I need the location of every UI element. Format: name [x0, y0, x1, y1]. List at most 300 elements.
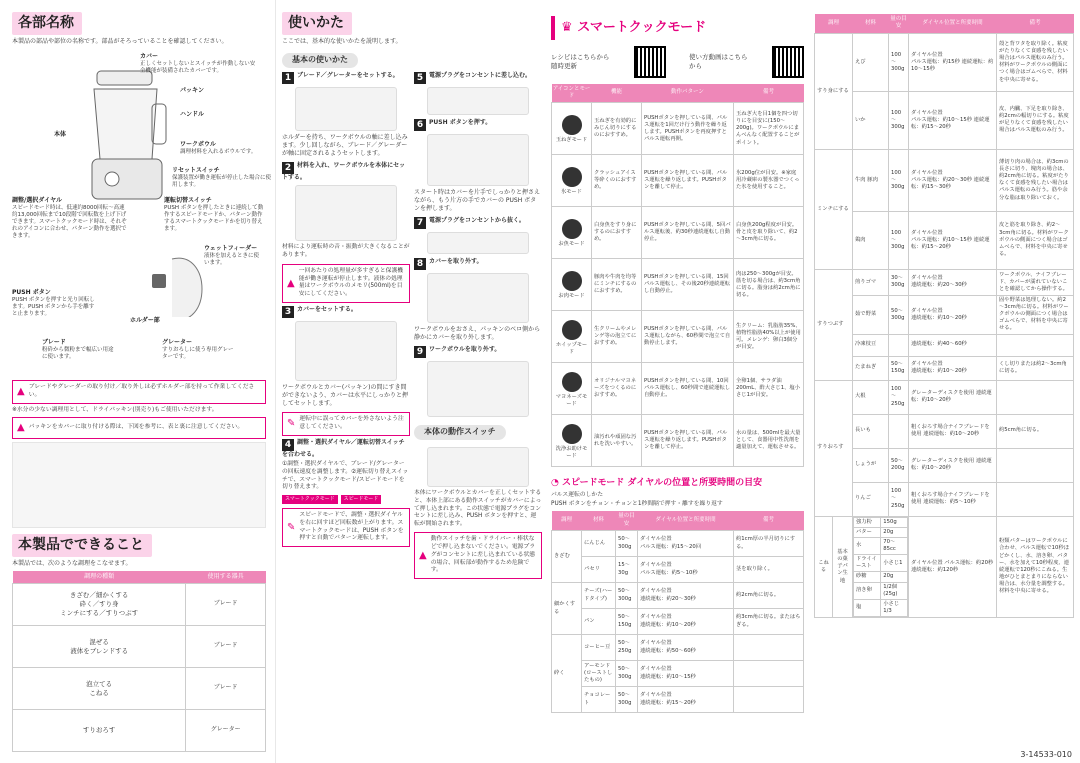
speed-cook: 細かくする [552, 583, 582, 635]
step-title: PUSH ボタンを押す。 [429, 118, 492, 126]
ingredient-amount: 70～85cc [881, 537, 908, 554]
smart-cook-table [551, 84, 804, 468]
switch-warning [414, 532, 542, 579]
speed2-time: 粗くおろす場合ナイフブレードを使用 連続運転：約10～20秒 [909, 414, 997, 448]
mode-pattern: PUSHボタンを押している間、5回パルス運転後、約30秒連続運転し自動停止。 [642, 207, 734, 259]
ingredient-amount: 20g [881, 527, 908, 537]
step-3 [282, 306, 410, 408]
step-title: カバーをセットする。 [297, 306, 357, 314]
speed2-note: くし切りまたは約2～3cm角に切る。 [997, 356, 1074, 380]
video-qr-code[interactable] [772, 46, 804, 78]
speed2-amt: 50～300g [889, 295, 909, 334]
step-number: 8 [414, 258, 426, 270]
speed2-mat: 煎りゴマ [853, 269, 889, 295]
table-row [815, 448, 1074, 482]
mayonnaise-icon [562, 372, 582, 392]
table-row [552, 103, 804, 155]
label-bowl: ワークボウル [180, 140, 216, 148]
capability-kind: きざむ／細かくする 砕く／すり身 ミンチにする／すりつぶす [13, 584, 186, 626]
speed2-time: 連続運転：約40～60秒 [911, 341, 967, 348]
label-grater: グレーター [162, 338, 193, 346]
table-row [815, 516, 1074, 618]
step-illustration [427, 232, 529, 254]
mode-func: 白身魚をすり身にするのにおすすめ。 [592, 207, 642, 259]
speed-amt: 50～250g [616, 635, 638, 661]
speed-dial: ダイヤル位置 [640, 562, 672, 569]
basic-usage-heading: 基本の使いかた [282, 53, 358, 68]
speed-dial: ダイヤル位置 [640, 588, 672, 595]
speed-dial: ダイヤル位置 [640, 536, 672, 543]
ingredient-name: 強力粉 [854, 517, 881, 527]
speed2-time: 連続運転：約10～20秒 [911, 368, 967, 375]
label-reset: リセットスイッチ [172, 166, 220, 174]
label-body: 本体 [54, 130, 67, 138]
capability-header-tool: 使用する器具 [186, 571, 266, 584]
speed2-dial: ダイヤル位置 [911, 229, 943, 236]
smart-mode-label: スマートクックモード [282, 495, 338, 504]
speed-cook: 砕く [552, 635, 582, 713]
step-title: 電源プラグをコンセントに差し込む。 [429, 71, 532, 79]
speed2-amt: 100～250g [889, 380, 909, 414]
smart-cook-title [551, 16, 804, 40]
speed-note: 茎を取り除く。 [734, 557, 804, 583]
speed-amt: 50～150g [616, 609, 638, 635]
steps-right [414, 72, 542, 582]
speed2-time: パルス運転：約10～15秒 連続運転：約15～20秒 [911, 236, 990, 250]
dough-table [814, 516, 1074, 619]
load-warning [282, 264, 410, 303]
mode-pattern: PUSHボタンを押している間、パルス運転しながら、60秒間で泡立て自動停止します。 [642, 311, 734, 363]
step-9 [414, 346, 542, 417]
column-speed-table-2 [812, 0, 1078, 763]
speed2-dial: ダイヤル位置 [911, 51, 943, 58]
speed2-mat: 長いも [853, 414, 889, 448]
speed-dial: ダイヤル位置 [640, 640, 672, 647]
step-illustration [295, 321, 397, 381]
mode-name: ホイップモード [555, 341, 588, 355]
speed-note: 約3cm角に切る。またはちぎる。 [734, 609, 804, 635]
step-desc: ワークボウルをおさえ、パッキンのベロ側から静かにカバーを取り外します。 [414, 326, 541, 342]
speed-amt: 15～30g [616, 557, 638, 583]
step-2 [282, 162, 410, 260]
capability-kind: 混ぜる 液体をブレンドする [13, 626, 186, 668]
column-smart-cook [545, 0, 810, 763]
usage-intro: ここでは、基本的な使いかたを説明します。 [282, 37, 402, 45]
speed2-mat: 茹で野菜 [853, 295, 889, 334]
step-desc: ワークボウルとカバー(パッキン)の間にすき間ができないよう、カバーは水平にしっかりと押してセットします。 [282, 384, 409, 408]
speed-note: 約1cm厚の半月切りにする。 [734, 531, 804, 557]
speed-header-mat: 材料 [582, 511, 616, 530]
mode-name: お肉モード [558, 293, 585, 300]
speed2-time: パルス運転：約15秒 連続運転：約10～15秒 [911, 58, 994, 72]
speed-time: 連続運転：約10～20秒 [640, 621, 696, 628]
ingredient-amount: 1/2個(25g) [881, 582, 908, 599]
mode-pattern: PUSHボタンを押している間、パルス運転を1回だけ行う動作を繰り返します。PUSHボタンを再度押すとパルス運転再開。 [642, 103, 734, 155]
whisk-icon [562, 320, 582, 340]
capability-table [12, 571, 266, 752]
speed-amt: 50～300g [616, 687, 638, 713]
packing-warning [12, 417, 266, 439]
parts-figure [12, 49, 272, 318]
step-desc: スタート時はカバーを片手でしっかりと押さえながら、もう片方の手でカバーの PUSH ボタンを押します。 [414, 188, 541, 212]
step-number: 9 [414, 346, 426, 358]
speed-mat: チョコレート [582, 687, 616, 713]
mode-name: 洗浄お助けモード [555, 445, 588, 459]
table-row [552, 583, 804, 609]
speed-time: パルス運転：約15～20回 [640, 543, 701, 550]
pulse-howto-detail: PUSH ボタンをチョン・チョンと1秒間隔で押す・離すを繰り返す [551, 501, 723, 508]
holder-figure [12, 317, 266, 377]
table-row [815, 482, 1074, 516]
mode-note: 氷200g位が目安。※家庭用冷蔵庫の製氷器でつくった氷を使用すること。 [734, 155, 804, 207]
table-row [552, 635, 804, 661]
speed2-note [997, 448, 1074, 482]
snowflake-icon [562, 167, 582, 187]
label-dial-desc: スピードモード時は、低速約8000回転～高速約13,000回転まで10段階で回転数を上げ下げできます。スマートクックモード時は、それぞれのアイコンに合わせ、パターン動作を選択できます。 [12, 204, 127, 240]
speed2-amt: 50～200g [889, 448, 909, 482]
speed2-mat: 大根 [853, 380, 889, 414]
packing-figure [12, 442, 266, 528]
speed2-time: パルス運転：約10～15秒 連続運転：約15～20秒 [911, 116, 990, 130]
speed2-amt [889, 414, 909, 448]
speed2-note: 約5cm角に切る。 [997, 414, 1074, 448]
step-desc: ホルダーを持ち、ワークボウルの軸に差し込みます。少し回しながら、ブレード／グレーダーが軸に固定されるようセットします。 [282, 133, 408, 157]
speed-amt: 50～300g [616, 661, 638, 687]
table-row [815, 149, 1074, 211]
mode-name: 玉ねぎモード [555, 137, 588, 144]
speed2-dial: ダイヤル位置 [911, 360, 943, 367]
parts-title: 各部名称 [12, 12, 82, 35]
recipe-link-text: レシピはこちらから随時更新 [551, 52, 610, 70]
memo-icon: ✎ [287, 521, 296, 533]
smart-header-note: 備考 [734, 84, 804, 103]
speed-note: 約2cm角に切る。 [734, 583, 804, 609]
ingredient-name: 溶き卵 [854, 582, 881, 599]
label-blade: ブレード [42, 338, 66, 346]
speed2-note [997, 334, 1074, 356]
capability-intro: 本製品では、次のような調理をこなせます。 [12, 559, 132, 567]
speed2-amt: 100～300g [889, 33, 909, 91]
mode-func: 玉ねぎを有効的にみじん切りにするのにおすすめ。 [592, 103, 642, 155]
speed2-time: パルス運転：約20～30秒 連続運転：約15～30秒 [911, 176, 990, 190]
capability-kind: 泡立てる こねる [13, 668, 186, 710]
step-illustration [427, 273, 529, 323]
speed-header-dial: ダイヤル位置と所要時間 [638, 511, 734, 530]
speed2-note: ワークボウル、ナイフブレード、カバーが濡れていないことを確認してから操作する。 [997, 269, 1074, 295]
dough-sub: 基本の菓子パン生地 [833, 516, 853, 618]
label-packing: パッキン [180, 86, 204, 94]
table-row [13, 584, 266, 626]
speed2-cook: すり身にする [815, 33, 853, 149]
speed-time: 連続運転：約10～15秒 [640, 673, 696, 680]
table-row [815, 33, 1074, 91]
table-row [815, 211, 1074, 269]
smart-header-pattern: 動作パターン [642, 84, 734, 103]
smart-header-func: 機能 [592, 84, 642, 103]
label-blade-desc: 粉砕から微粉まで幅広い用途に使います。 [42, 346, 114, 360]
step-illustration [295, 185, 397, 241]
switch-warning-text: 動作スイッチを歯・ドライバー・棒状などで押し込まないでください。電源プラグがコンセントに差し込まれている状態の場合、回転部が動作するため危険です。 [430, 536, 536, 574]
mode-pattern: PUSHボタンを押している間、パルス運転を繰り返します。PUSHボタンを離して停止。 [642, 155, 734, 207]
capability-kind: すりおろす [13, 710, 186, 752]
speed-note [734, 687, 804, 713]
step-number: 5 [414, 72, 426, 84]
mode-note: 水の量は、500mlを最大量として、食器用中性洗剤を適量加えて、運転させる。 [734, 415, 804, 467]
mode-name: マヨネーズモード [555, 393, 588, 407]
label-handle: ハンドル [180, 110, 205, 118]
speed2-mat: りんご [853, 482, 889, 516]
step-title: ワークボウルを取り外す。 [429, 346, 501, 354]
speed2-amt: 100～300g [889, 91, 909, 149]
capability-header-kind: 調理の種類 [13, 571, 186, 584]
mode-note: 生クリーム：乳脂肪35%、植物性脂肪40%以上が使用可。メレンゲ：卵白3個分が目安。 [734, 311, 804, 363]
blade-warning [12, 380, 266, 404]
step-desc: ①調整・選択ダイヤルで、ブレード/グレーターの回転速度を調整します。②運転切り替えスイッチで、スマートクックモード/スピードモードを切り替えます。 [282, 461, 409, 491]
speed2-note [997, 380, 1074, 414]
speed2-note: 皮と筋を取り除き、約2～3cm角に切る。材料がワークボウルの側面につく場合はゴムべらで、材料を中央に寄せる。 [997, 211, 1074, 269]
chef-hat-icon: ♛ [561, 20, 578, 35]
speed2-time: グレーターディスクを使用 連続運転：約10～20秒 [909, 380, 997, 414]
speed-cook: きざむ [552, 531, 582, 583]
smart-cook-title-text: スマートクックモード [577, 20, 707, 35]
speed2-dial: ダイヤル位置 [911, 109, 943, 116]
step-6 [414, 119, 542, 213]
speed2-amt [889, 334, 909, 356]
speed-table [551, 511, 804, 713]
speed2-note: 固や野菜は処理しない。約2～3cm角に切る。材料がワークボウルの側面につく場合はゴムべらで、材料を中央に寄せる。 [997, 295, 1074, 334]
step-title: 電源プラグをコンセントから抜く。 [429, 217, 525, 225]
speed-dial: ダイヤル位置 [640, 666, 672, 673]
table-row [552, 311, 804, 363]
ingredient-amount: 150g [881, 517, 908, 527]
mode-note: 全卵1個、サラダ油200mL、酢大さじ1、塩小さじ1が目安。 [734, 363, 804, 415]
load-warning-text: 一回あたりの処理量が多すぎると保護機能が働き運転が停止します。液体の処理量はワークボウルのメモリ(500ml)を目安にしてください。 [298, 267, 404, 298]
capability-title: 本製品でできること [12, 534, 152, 557]
speed-mat: アーモンド(ローストしたもの) [582, 661, 616, 687]
ingredient-name: バター [854, 527, 881, 537]
mode-note: 白身魚200g程度が目安。骨と皮を取り除いて、約2～3cm角に切る。 [734, 207, 804, 259]
step-1 [282, 72, 410, 158]
onion-icon [562, 115, 582, 135]
step-title: 材料を入れ、ワークボウルを本体にセットする。 [282, 162, 406, 182]
speed-dial: ダイヤル位置 [640, 614, 672, 621]
speed-mat: コーヒー豆 [582, 635, 616, 661]
step-illustration [295, 87, 397, 131]
speed2-amt: 100～300g [889, 211, 909, 269]
speed-time: 連続運転：約20～30秒 [640, 595, 696, 602]
table-row [815, 356, 1074, 380]
label-cover: カバー [140, 52, 159, 60]
speed-amt: 50～300g [616, 531, 638, 557]
speed2-amt: 100～250g [889, 482, 909, 516]
meat-icon [562, 271, 582, 291]
table-row [552, 363, 804, 415]
table-row [552, 207, 804, 259]
step-illustration [427, 361, 529, 417]
ingredient-amount: 20g [881, 572, 908, 582]
speed2-note: 皮、内臓、下足を取り除き、約2cmの幅切りにする。粘度が足りなくて食感を残したい場合はパルス運転のみ行う。 [997, 91, 1074, 149]
table-row [815, 295, 1074, 334]
speed-header-amt: 量の目安 [616, 511, 638, 530]
label-push-desc: PUSH ボタンを押すと光り回転します。PUSH ボタンから手を離すと止まります。 [12, 296, 95, 318]
switch-desc: 本体にワークボウルとカバーを正しくセットすると、本体上部にある動作スイッチがカバーによって押し込まれます。この状態で電源プラグをコンセントに差し込み、PUSH ボタンを押すと、運転が開始されます。 [414, 490, 542, 528]
speed-note [734, 661, 804, 687]
step-number: 1 [282, 72, 294, 84]
table-row [552, 687, 804, 713]
packing-warning-text: パッキンをカバーに取り付ける際は、下図を参考に、表と裏に注意してください。 [28, 424, 244, 431]
speed2-time: グレーターディスクを使用 連続運転：約10～20秒 [909, 448, 997, 482]
mode-name: お魚モード [558, 241, 585, 248]
mode-note: 肉は250～300gが目安。筋を切る場合は、約3cm角に切る。脂身は約2cm角に切る。 [734, 259, 804, 311]
speed2-header-amt: 量の目安 [889, 14, 909, 33]
fish-icon [562, 219, 582, 239]
table-row [13, 710, 266, 752]
step-8 [414, 258, 542, 342]
table-row [552, 259, 804, 311]
speed2-header-cook: 調理 [815, 14, 853, 33]
table-row [815, 91, 1074, 149]
speed2-header-dial: ダイヤル位置と所要時間 [909, 14, 997, 33]
warning-icon: ▲ [419, 549, 427, 561]
speed2-time: 連続運転：約20～30秒 [911, 282, 967, 289]
dry-packing-note: ※水分の少ない調理用として、ドライパッキン(別売り)もご使用いただけます。 [12, 406, 218, 413]
speed2-note: 殻と背ワタを取り除く。粘度がたりなくて食感を残したい場合はパルス運転のみ行う。材料がワークボウルの側面につく場合はゴムべらで、材料を中央に寄せる。 [997, 33, 1074, 91]
speed2-amt: 30～300g [889, 269, 909, 295]
mode-note: 玉ねぎ大を目1個を四つ切りにを目安に(150～200g)。ワークボウルにまんべんなく配置することがポイント。 [734, 103, 804, 155]
label-dial: 調整/選択ダイヤル [12, 196, 63, 204]
speed-mode-label: スピードモード [341, 495, 382, 504]
step-7 [414, 217, 542, 254]
speed2-note [997, 482, 1074, 516]
speed2-mat: 冷凍枝豆 [853, 334, 889, 356]
ingredient-name: 水 [854, 537, 881, 554]
table-row [815, 269, 1074, 295]
speed-table-2 [814, 14, 1074, 517]
label-reset-desc: 保護装置が働き運転が停止した場合に使用します。 [172, 174, 272, 188]
mode-pattern: PUSHボタンを押している間、15回パルス運転し、その後20秒連続運転し自動停止。 [642, 259, 734, 311]
speed-time: 連続運転：約15～20秒 [640, 699, 696, 706]
mode-func: 豚肉や牛肉を均等にミンチにするのにおすすめ。 [592, 259, 642, 311]
capability-tool: ブレード [186, 584, 266, 626]
label-feeder-desc: 液体を加えるときに使います。 [204, 252, 260, 266]
dough-cook: こねる [815, 516, 833, 618]
speed2-header-mat: 材料 [853, 14, 889, 33]
dough-note: 粉類バターはワークボウルに合わせ、パルス運転で10秒ほどかくし、水、溶き卵、バター、水を加えて10秒程度、連続運転で120秒にこねる。生地がひとまとまりにならない場合は、水分量を調整する。材料を中央に寄せる。 [997, 516, 1074, 618]
speed2-time: 粗くおろす場合ナイフブレードを使用 連続運転：約5～10秒 [909, 482, 997, 516]
speed2-header-note: 備考 [997, 14, 1074, 33]
label-push: PUSH ボタン [12, 288, 51, 296]
capability-tool: ブレード [186, 626, 266, 668]
speed-time: 連続運転：約50～60秒 [640, 647, 696, 654]
table-row [552, 155, 804, 207]
step-number: 6 [414, 119, 426, 131]
step-number: 2 [282, 162, 294, 174]
bubbles-icon [562, 424, 582, 444]
speed-header-note: 備考 [734, 511, 804, 530]
speed-mat: チーズ(ハードタイプ) [582, 583, 616, 609]
table-row [13, 626, 266, 668]
speed-dial: ダイヤル位置 [640, 692, 672, 699]
speed-mat: にんじん [582, 531, 616, 557]
memo-mode-text: スピードモードで、調整・選択ダイヤルを右に回すほど回転数が上がります。スマートクックモードは、PUSH ボタンを押すと自動でパターン運転します。 [299, 512, 404, 542]
ingredient-amount: 小さじ1 [881, 555, 908, 572]
pulse-howto: パルス運転のしかた [551, 491, 603, 498]
mode-func: 生クリームやメレンゲ等の泡立てにおすすめ。 [592, 311, 642, 363]
capability-tool: ブレード [186, 668, 266, 710]
speed2-mat: えび [853, 33, 889, 91]
memo-step-text: 運転中に誤ってカバーを外さないよう注意してください。 [299, 416, 404, 431]
speed2-dial: ダイヤル位置 [911, 307, 943, 314]
step-illustration [427, 134, 529, 186]
capability-tool: グレーター [186, 710, 266, 752]
ingredient-name: 塩 [854, 599, 881, 616]
table-row [815, 414, 1074, 448]
step-title: 調整・選択ダイヤル／運転切替スイッチを合わせる。 [282, 438, 405, 458]
label-holder: ホルダー部 [130, 316, 160, 324]
step-desc: 材料により運転時の音・振動が大きくなることがあります。 [282, 244, 410, 258]
table-row [552, 661, 804, 687]
mode-pattern: PUSHボタンを押している間、パルス運転を繰り返します。PUSHボタンを離して停止。 [642, 415, 734, 467]
table-row [552, 415, 804, 467]
speed2-amt: 50～150g [889, 356, 909, 380]
speed2-cook: すりつぶす [815, 269, 853, 380]
label-lamp-desc: PUSH ボタンを押したときに連続して動作するスピードモードか、パターン動作するスマートクックモードかを切り替えます。 [164, 204, 264, 233]
step-number: 7 [414, 217, 426, 229]
parts-intro: 本製品の部品や部位の名称です。部品がそろっていることを確認してください。 [12, 37, 228, 45]
switch-illustration [427, 447, 529, 487]
usage-title: 使いかた [282, 12, 352, 35]
speed2-cook: すりおろす [815, 380, 853, 516]
speed-mat: パン [582, 609, 616, 635]
table-row [552, 557, 804, 583]
label-bowl-desc: 調理材料を入れるボウルです。 [180, 148, 257, 155]
step-title: カバーを取り外す。 [429, 258, 483, 266]
speedometer-icon: ◔ [551, 478, 562, 489]
step-number: 4 [282, 439, 294, 451]
label-feeder: ウェットフィーダー [204, 244, 258, 252]
speed-amt: 50～300g [616, 583, 638, 609]
recipe-qr-code[interactable] [634, 46, 666, 78]
dough-ingredients [853, 517, 908, 618]
label-grater-desc: すりおろしに使う専用グレーターです。 [162, 346, 234, 360]
speed-note [734, 635, 804, 661]
speed2-cook: ミンチにする [815, 149, 853, 269]
mode-func: オリジナルマヨネーズをつくるのにおすすめ。 [592, 363, 642, 415]
mode-func: 油汚れや頑固な汚れを洗いやすい。 [592, 415, 642, 467]
speed2-amt: 100～300g [889, 149, 909, 211]
speed-time: パルス運転：約5～10秒 [640, 569, 698, 576]
warning-icon: ▲ [287, 277, 295, 289]
speed2-mat: たまねぎ [853, 356, 889, 380]
step-4 [282, 439, 410, 504]
ingredient-amount: 小さじ1/3 [881, 599, 908, 616]
ingredient-name: 砂糖 [854, 572, 881, 582]
speed2-mat: いか [853, 91, 889, 149]
step-5 [414, 72, 542, 115]
speed2-mat: しょうが [853, 448, 889, 482]
mode-func: クラッシュアイス等砕くのにおすすめ。 [592, 155, 642, 207]
speed2-dial: ダイヤル位置 [911, 169, 943, 176]
memo-icon: ✎ [287, 418, 296, 430]
column-usage [275, 0, 543, 763]
speed2-dial: ダイヤル位置 [911, 275, 943, 282]
label-cover-desc: 正しくセットしないとスイッチが作動しない安全機能が装備されたカバーです。 [140, 60, 256, 74]
warning-icon: ▲ [17, 386, 25, 398]
label-lamp: 運転切替スイッチ [164, 196, 212, 204]
qr-row [551, 46, 804, 78]
step-illustration [427, 87, 529, 115]
speed-header-cook: 調理 [552, 511, 582, 530]
